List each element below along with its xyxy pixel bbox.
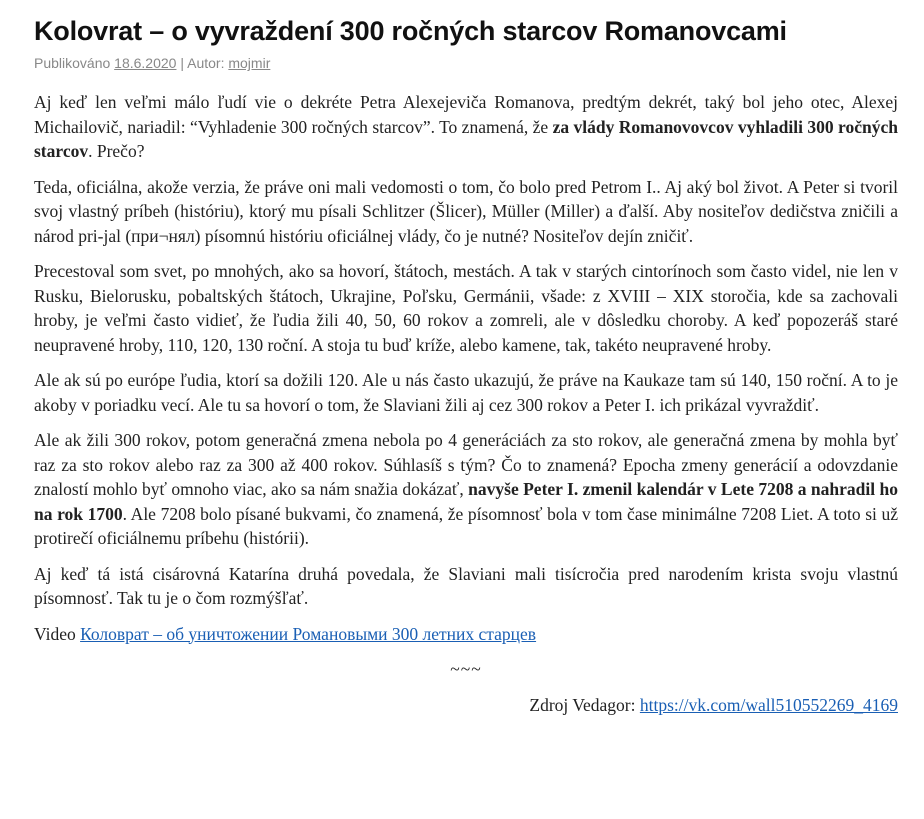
article (34, 14, 898, 728)
published-label: Publikováno (34, 55, 111, 71)
author-separator: | Autor: (180, 55, 225, 71)
paragraph-1 (34, 90, 898, 164)
source-line (34, 693, 898, 718)
source-link[interactable]: https://vk.com/wall510552269_4169 (639, 694, 898, 715)
paragraph-5-text-c: . Ale 7208 bolo písané bukvami, čo znamená, že písomnosť bola v tom čase minimálne 7208 Liet. A toto si už protirečí oficiálnemu príbehu (histórii). (34, 503, 899, 548)
paragraph-2: Teda, oficiálna, akože verzia, že práve oni mali vedomosti o tom, čo bolo pred Petrom I.. Aj aký bol život. A Peter si tvoril svoj vlastný príbeh (históriu), ktorý mu písali Schlitzer (Šlicer), Müller (Miller) a ďalší. Aby nositeľov dedičstva zničili a národ pri-jal (при¬нял) písomnú históriu oficiálnej vlády, čo je nutné? Nositeľov dejín zničiť. (34, 176, 898, 246)
article-meta (34, 54, 898, 72)
paragraph-4: Ale ak sú po európe ľudia, ktorí sa dožili 120. Ale u nás často ukazujú, že práve na Kaukaze tam sú 140, 150 roční. A to je akoby v poriadku vecí. Ale tu sa hovorí o tom, že Slaviani žili aj cez 300 rokov a Peter I. ich prikázal vyvraždiť. (34, 370, 898, 415)
paragraph-6: Aj keď tá istá cisárovná Katarína druhá povedala, že Slaviani mali tisícročia pred narodením krista svoju vlastnú písomnosť. Tak tu je o čom rozmýšľať. (34, 563, 898, 608)
paragraph-1-text-c: . Prečo? (88, 141, 145, 161)
paragraph-5 (34, 428, 898, 551)
author-link[interactable]: mojmir (228, 55, 271, 71)
video-label: Video (34, 623, 76, 644)
paragraph-5-bold: navyše Peter I. zmenil kalendár v Lete 7208 a nahradil ho na rok 1700 (34, 479, 898, 524)
article-body (34, 90, 898, 717)
separator: ~~~ (450, 659, 482, 679)
article-title: Kolovrat – o vyvraždení 300 ročných starcov Romanovcami (34, 16, 787, 46)
paragraph-3: Precestoval som svet, po mnohých, ako sa hovorí, štátoch, mestách. A tak v starých cintorínoch som často videl, nie len v Rusku, Bielorusku, pobaltských štátoch, Ukrajine, Poľsku, Germánii, všade: z XVIII – XIX storočia, kde sa zachovali hroby, je veľmi často vidieť, že ľudia žili 40, 50, 60 rokov a zomreli, ale v dôsledku choroby. A keď popozeráš staré neupravené hroby, 110, 120, 130 roční. A stoja tu buď kríže, alebo kamene, tak, takéto neupravené hroby. (34, 261, 898, 355)
publish-date-link[interactable]: 18.6.2020 (114, 55, 177, 71)
video-line (34, 622, 898, 647)
source-label: Zdroj Vedagor: (529, 694, 636, 715)
paragraph-1-bold: za vlády Romanovovcov vyhladili 300 ročných starcov (34, 116, 898, 161)
paragraph-1-text-a: Aj keď len veľmi málo ľudí vie o dekréte Petra Alexejeviča Romanova, predtým dekrét, taký bol jeho otec, Alexej Michailovič, nariadil: “Vyhladenie 300 ročných starcov”. To znamená, že (34, 92, 898, 137)
paragraph-5-text-a: Ale ak žili 300 rokov, potom generačná zmena nebola po 4 generáciách za sto rokov, ale generačná zmena by mohla byť raz za sto rokov alebo raz za 300 až 400 rokov. Súhlasíš s tým? Čo to znamená? Epocha zmeny generácií a odovzdanie znalostí mohlo byť omnoho viac, ako sa nám snažia dokázať, (34, 430, 898, 499)
video-link[interactable]: Коловрат – об уничтожении Романовыми 300 летних старцев (80, 623, 537, 644)
